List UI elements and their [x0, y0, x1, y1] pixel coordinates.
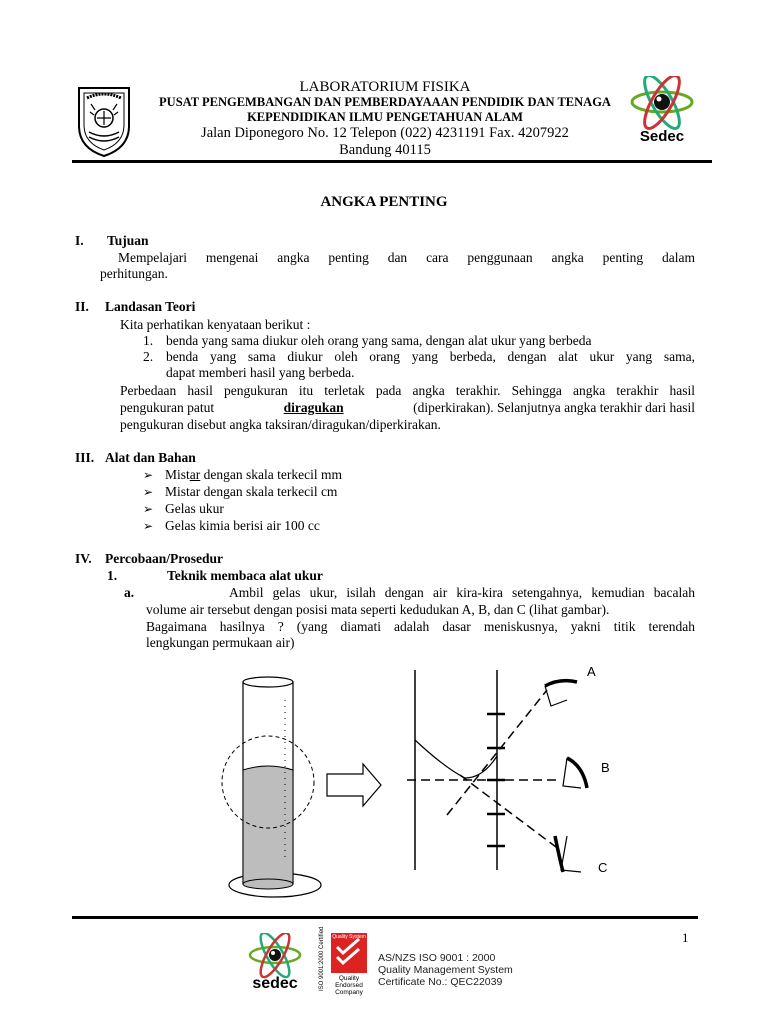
- institution-line-2: KEPENDIDIKAN ILMU PENGETAHUAN ALAM: [247, 110, 523, 124]
- subsection-1-heading: Teknik membaca alat ukur: [167, 568, 323, 583]
- eye-position-b-icon: [563, 758, 587, 788]
- page-number: 1: [682, 930, 689, 945]
- eye-position-c-icon: [555, 836, 581, 872]
- section-1-body-line-1: Mempelajari mengenai angka penting dan cara penggunaan angka penting dalam: [118, 250, 695, 265]
- header-divider: [72, 160, 712, 163]
- section-2-item-2-number: 2.: [143, 349, 154, 364]
- quality-system-mark: [331, 933, 367, 973]
- step-a-line-3: Bagaimana hasilnya ? (yang diamati adalah dasar meniskusnya, yakni titik terendah: [146, 619, 695, 634]
- arrow-bullet-icon: ➢: [143, 502, 154, 516]
- section-2-paragraph-line-2-start: pengukuran patut: [120, 400, 215, 415]
- arrow-bullet-icon: ➢: [143, 468, 154, 482]
- iso-system: Quality Management System: [378, 964, 513, 976]
- eye-position-a-icon: [545, 681, 577, 706]
- section-2-intro: Kita perhatikan kenyataan berikut :: [120, 317, 311, 332]
- material-item-2: ➢ Mistar dengan skala terkecil cm: [143, 484, 338, 499]
- section-2-item-1: benda yang sama diukur oleh orang yang sama, dengan alat ukur yang berbeda: [166, 333, 592, 348]
- institution-line-1: PUSAT PENGEMBANGAN DAN PEMBERDAYAAAN PENDIDIK DAN TENAGA: [159, 95, 611, 109]
- label-a: A: [587, 664, 596, 679]
- footer-divider: [72, 916, 698, 919]
- footer-sedec-logo: [245, 933, 305, 1003]
- section-2-item-1-number: 1.: [143, 333, 154, 348]
- graduated-cylinder: [222, 677, 321, 897]
- subsection-1-number: 1.: [107, 568, 118, 583]
- step-a-line-2: volume air tersebut dengan posisi mata seperti kedudukan A, B, dan C (lihat gambar).: [146, 602, 610, 617]
- iso-certificate: Certificate No.: QEC22039: [378, 976, 503, 988]
- address: Jalan Diponegoro No. 12 Telepon (022) 4231191 Fax. 4207922: [201, 125, 569, 141]
- material-item-3: ➢ Gelas ukur: [143, 501, 224, 516]
- arrow-bullet-icon: ➢: [143, 519, 154, 533]
- badge-quality-text: Quality System: [332, 934, 366, 940]
- doubted-term: diragukan: [283, 400, 344, 415]
- section-2-number: II.: [75, 299, 89, 314]
- label-b: B: [601, 760, 610, 775]
- iso-certified-badge: [313, 926, 369, 999]
- badge-vertical-text: ISO 9001:2000 Certified: [319, 926, 325, 991]
- step-a-line-4: lengkungan permukaan air): [146, 635, 295, 650]
- section-1-body-line-2: perhitungan.: [100, 266, 168, 281]
- footer-sedec-text: sedec: [252, 975, 298, 992]
- meniscus-reading-figure: [215, 660, 645, 910]
- section-1-heading: Tujuan: [107, 233, 149, 248]
- section-2-paragraph-line-2: [120, 400, 695, 417]
- arrow-right-icon: [327, 764, 381, 806]
- section-4-number: IV.: [75, 551, 92, 566]
- section-2-paragraph-line-3: pengukuran disebut angka taksiran/diragukan/diperkirakan.: [120, 417, 441, 432]
- sedec-logo-text: Sedec: [639, 128, 685, 145]
- city: Bandung 40115: [339, 142, 431, 158]
- section-2-paragraph-line-1: Perbedaan hasil pengukuran itu terletak pada angka terakhir. Sehingga angka terakhir hasil: [120, 383, 695, 398]
- zoomed-meniscus: [407, 670, 560, 870]
- section-1-number: I.: [75, 233, 84, 248]
- document-title: ANGKA PENTING: [320, 194, 448, 210]
- material-item-1: ➢ Mistar dengan skala terkecil mm: [143, 467, 342, 482]
- section-4-heading: Percobaan/Prosedur: [105, 551, 223, 566]
- section-2-item-2-line-2: dapat memberi hasil yang berbeda.: [166, 365, 355, 380]
- section-3-number: III.: [75, 450, 95, 465]
- badge-caption-3: Company: [335, 989, 363, 996]
- section-2-item-2-line-1: benda yang sama diukur oleh orang yang berbeda, dengan alat ukur yang sama,: [166, 349, 695, 364]
- section-2-heading: Landasan Teori: [105, 299, 196, 314]
- material-item-4: ➢ Gelas kimia berisi air 100 cc: [143, 518, 320, 533]
- badge-caption-2: Endorsed: [335, 982, 363, 989]
- lab-name: LABORATORIUM FISIKA: [299, 79, 471, 95]
- section-3-heading: Alat dan Bahan: [105, 450, 196, 465]
- label-c: C: [598, 860, 608, 875]
- sedec-logo: [626, 76, 698, 148]
- badge-caption-1: Quality: [338, 975, 360, 982]
- step-a-line-1: Ambil gelas ukur, isilah dengan air kira-kira setengahnya, kemudian bacalah: [229, 585, 695, 600]
- iso-standard: AS/NZS ISO 9001 : 2000: [378, 952, 496, 964]
- arrow-bullet-icon: ➢: [143, 485, 154, 499]
- step-a-label: a.: [124, 585, 135, 600]
- section-2-paragraph-line-2-end: (diperkirakan). Selanjutnya angka terakhir dari hasil: [413, 400, 695, 415]
